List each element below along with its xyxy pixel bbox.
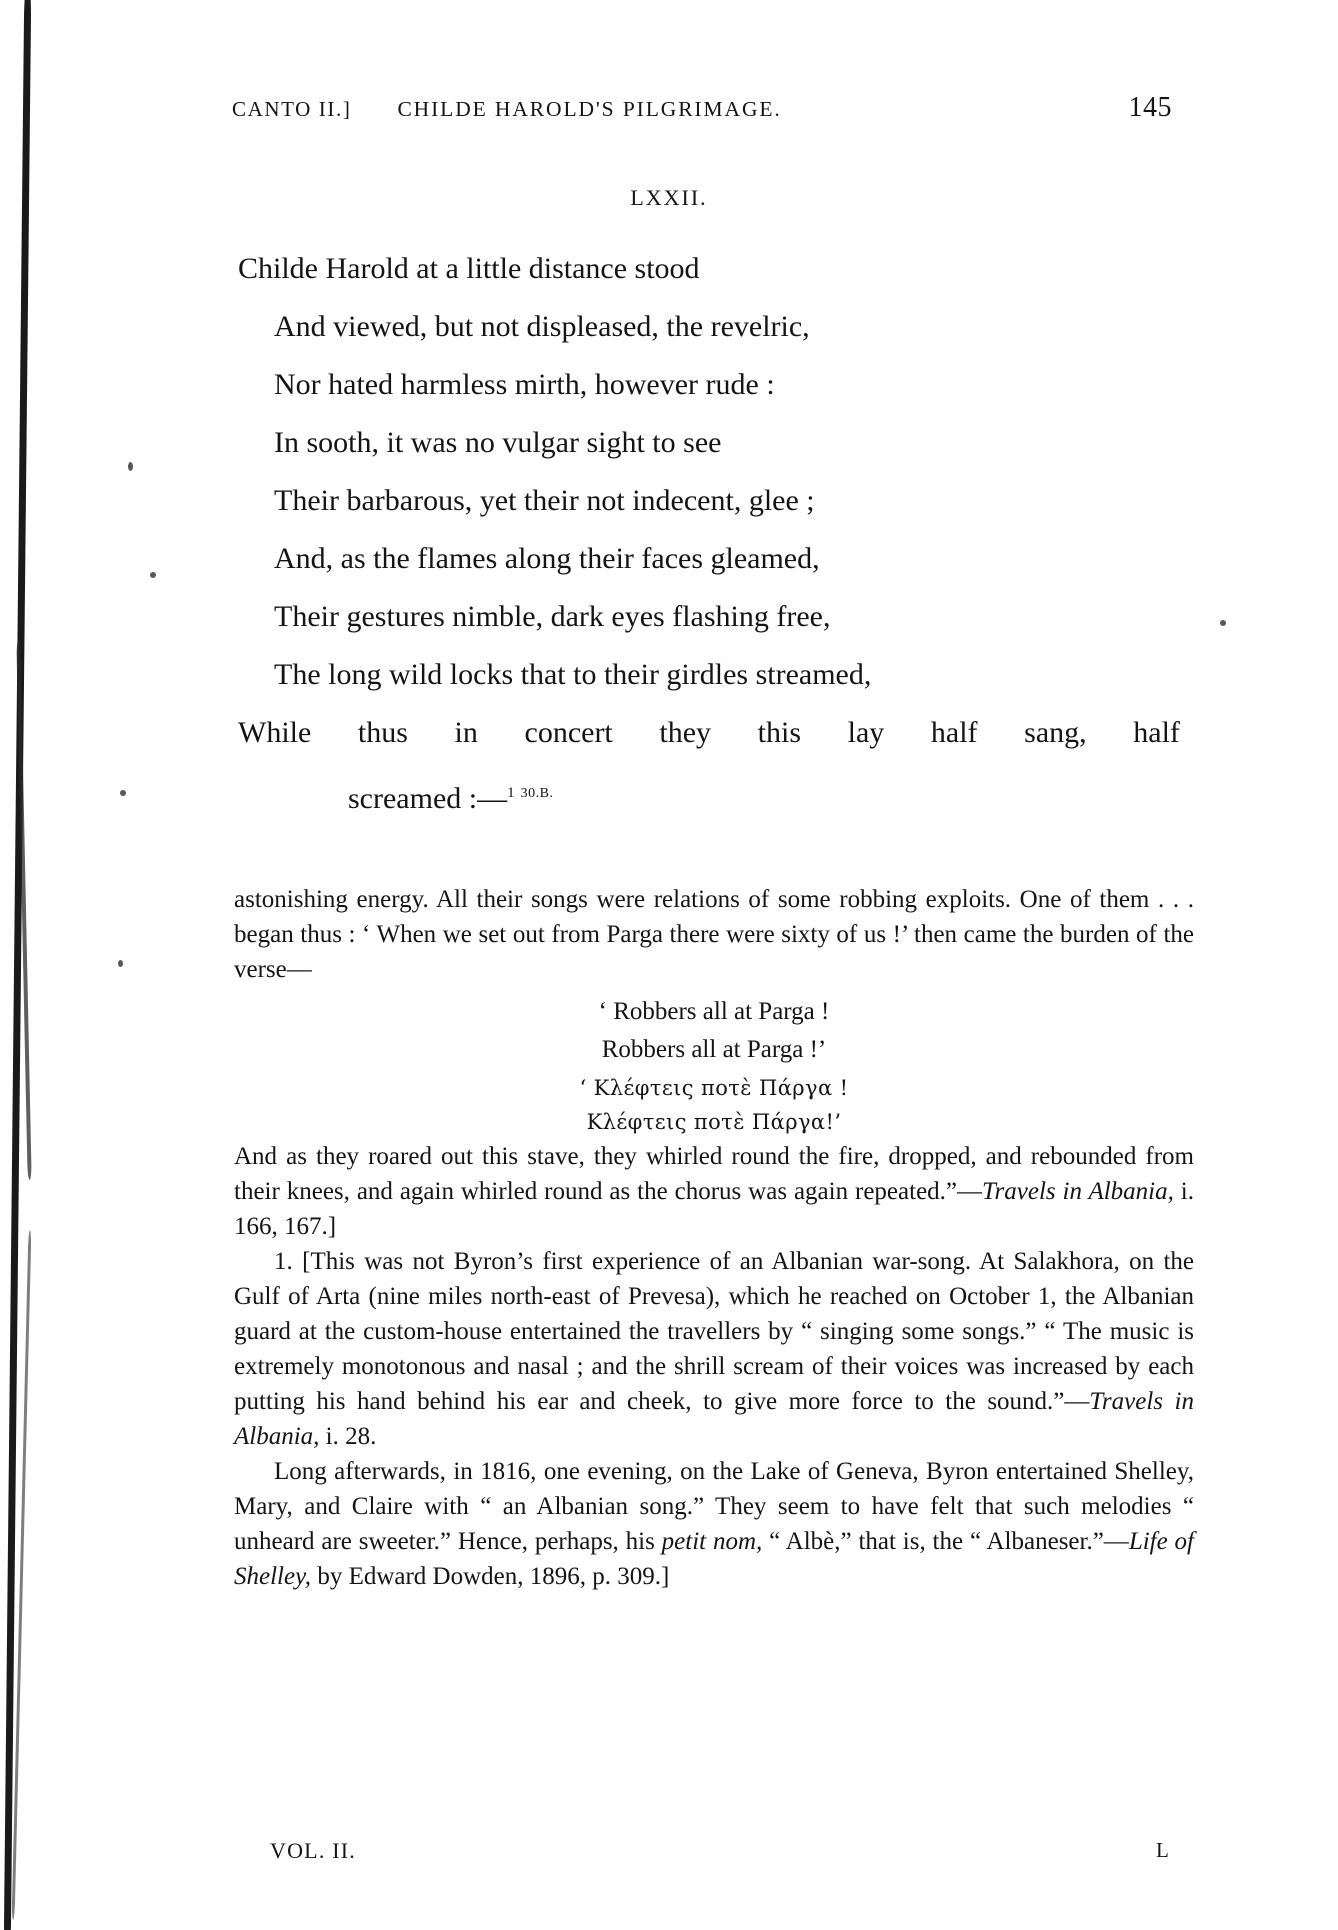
note-paragraph-quote: astonishing energy. All their songs were relations of some robbing exploits. One of them . . . began thus : ‘ When we set out from Parga there were sixty of us !’ then came the burden of the verse—: [234, 886, 1194, 983]
poem-line-justified: [238, 704, 1180, 762]
poem-word: sang,: [1024, 716, 1087, 749]
note-text: And as they roared out this stave, they whirled round the fire, dropped, and rebounded from their knees, and again whirled round as the chorus was again repeated.”—: [234, 1143, 1194, 1205]
song-quote-greek: [234, 1071, 1194, 1139]
footnote-marker: 1: [507, 785, 515, 801]
poem-word: this: [757, 716, 802, 749]
song-quote-line: Robbers all at Parga !’: [601, 1036, 827, 1063]
footnote-2-citation-locus: by Edward Dowden, 1896, p. 309.]: [311, 1563, 670, 1590]
signature-mark: 30.B.: [520, 786, 554, 801]
poem-line: Their gestures nimble, dark eyes flashing free,: [274, 600, 831, 633]
footnote-2-text: Long afterwards, in 1816, one evening, on the Lake of Geneva, Byron entertained Shelley, Mary, and Claire with “ an Albanian song.” They seem to have felt that such melodies “ unheard are sweeter.” Hence, perhaps, his: [234, 1458, 1194, 1555]
poem-line: The long wild locks that to their girdles streamed,: [274, 658, 872, 691]
stanza-body: [238, 240, 1198, 828]
poem-word: While: [238, 716, 312, 749]
stanza-number: LXXII.: [630, 185, 708, 210]
footnote-1: [234, 1244, 1194, 1454]
poem-word: half: [1133, 716, 1180, 749]
footnotes-block: [234, 882, 1194, 1594]
poem-word: lay: [847, 716, 885, 749]
running-head: [232, 92, 1172, 124]
running-head-canto: CANTO II.]: [232, 97, 352, 121]
footnote-2-italic-nom: petit nom,: [661, 1528, 763, 1555]
footnote-1-citation-title: Travels in Albania,: [234, 1388, 1194, 1450]
poem-line: And viewed, but not displeased, the revelric,: [274, 310, 810, 343]
note-citation-locus: i. 166, 167.]: [234, 1178, 1194, 1240]
poem-line-last: [238, 764, 1198, 828]
note-paragraph-continued: [234, 1139, 1194, 1244]
volume-label: VOL. II.: [270, 1838, 356, 1863]
poem-line: Childe Harold at a little distance stood: [238, 252, 700, 285]
page-footer: [270, 1838, 1170, 1864]
footnote-2-citation-title: Life of Shelley,: [234, 1528, 1194, 1590]
running-head-title: CHILDE HAROLD'S PILGRIMAGE.: [397, 97, 782, 121]
footnote-2-text-mid: “ Albè,” that is, the “ Albaneser.”—: [762, 1528, 1129, 1555]
poem-line: Nor hated harmless mirth, however rude :: [274, 368, 775, 401]
signature-mark-footer: L: [1155, 1838, 1170, 1862]
footnote-1-text: 1. [This was not Byron’s first experience of an Albanian war-song. At Salakhora, on the Gulf of Arta (nine miles north-east of Prevesa), which he reached on October 1, the Albanian guard at the custom-house entertained the travellers by “ singing some songs.” “ The music is extremely monotonous and nasal ; and the shrill scream of their voices was increased by each putting his hand behind his ear and cheek, to give more force to the sound.”—: [234, 1248, 1194, 1415]
poem-line: In sooth, it was no vulgar sight to see: [274, 426, 722, 459]
poem-word: concert: [524, 716, 613, 749]
page-number: 145: [1128, 92, 1172, 123]
song-quote-english: [234, 993, 1194, 1069]
poem-word: half: [930, 716, 978, 749]
poem-last-line-text: screamed :—: [348, 782, 508, 815]
note-citation-title: Travels in Albania,: [982, 1178, 1174, 1205]
song-quote-greek-line: ‘ Κλέφτεις ποτὲ Πάργα !: [579, 1076, 849, 1100]
song-quote-greek-line: Κλέφτεις ποτὲ Πάργα!’: [586, 1110, 842, 1134]
footnote-2: [234, 1454, 1194, 1594]
poem-word: thus: [357, 716, 408, 749]
poem-word: they: [659, 716, 712, 749]
song-quote-line: ‘ Robbers all at Parga !: [598, 998, 830, 1025]
footnote-1-citation-locus: i. 28.: [319, 1423, 377, 1450]
poem-line: And, as the flames along their faces gleamed,: [274, 542, 820, 575]
poem-word: in: [454, 716, 478, 749]
poem-line: Their barbarous, yet their not indecent, glee ;: [274, 484, 815, 517]
